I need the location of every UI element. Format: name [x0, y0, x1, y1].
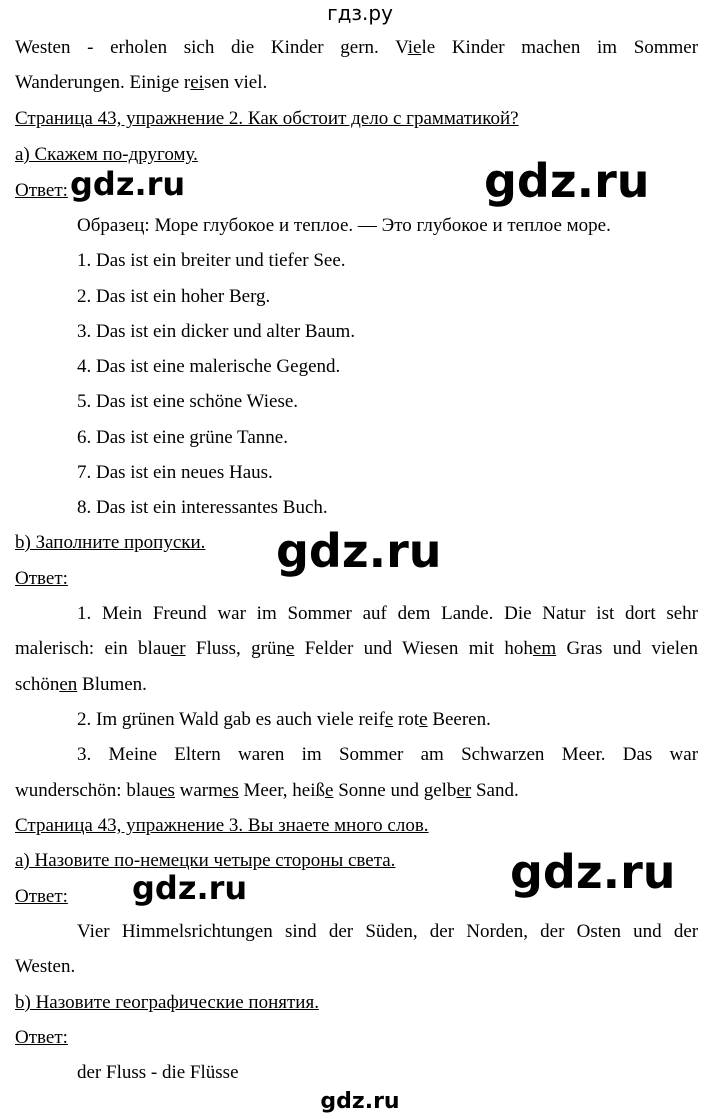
- watermark: gdz.ru: [484, 154, 650, 208]
- text-line: [15, 37, 698, 59]
- watermark: gdz.ru: [132, 869, 248, 907]
- exercise-2a-title: а) Скажем по-другому.: [15, 144, 198, 165]
- exercise-2b-title: b) Заполните пропуски.: [15, 532, 206, 553]
- list-item: 5. Das ist eine schöne Wiese.: [77, 391, 299, 412]
- list-item: der Fluss - die Flüsse: [77, 1062, 239, 1083]
- word: Sommer: [633, 37, 699, 58]
- text-line: 2. Im grünen Wald gab es auch viele reife rote Beeren.: [77, 709, 491, 730]
- exercise-3a-title: а) Назовите по-немецки четыре стороны света.: [15, 850, 396, 871]
- exercise-2-title: Страница 43, упражнение 2. Как обстоит дело с грамматикой?: [15, 108, 519, 129]
- watermark: gdz.ru: [510, 845, 676, 899]
- list-item: 1. Das ist ein breiter und tiefer See.: [77, 250, 346, 271]
- list-item: 8. Das ist ein interessantes Buch.: [77, 497, 328, 518]
- word: Viele: [395, 37, 436, 58]
- answer-label: Ответ:: [15, 180, 68, 201]
- exercise-3-title: Страница 43, упражнение 3. Вы знаете много слов.: [15, 815, 429, 836]
- sample-line: Образец: Море глубокое и теплое. — Это глубокое и теплое море.: [77, 215, 611, 236]
- list-item: 4. Das ist eine malerische Gegend.: [77, 356, 341, 377]
- page-header: гдз.ру: [327, 1, 393, 25]
- text-line: Westen.: [15, 956, 76, 977]
- text-line: Wanderungen. Einige reisen viel.: [15, 72, 268, 93]
- answer-label: Ответ:: [15, 1027, 68, 1048]
- list-item: 3. Das ist ein dicker und alter Baum.: [77, 321, 356, 342]
- answer-label: Ответ:: [15, 568, 68, 589]
- list-item: 2. Das ist ein hoher Berg.: [77, 286, 271, 307]
- word: Kinder: [270, 37, 324, 58]
- word: sich: [183, 37, 215, 58]
- word: -: [87, 37, 94, 58]
- list-item: 6. Das ist eine grüne Tanne.: [77, 427, 288, 448]
- text-line: 3. Meine Eltern waren im Sommer am Schwarzen Meer. Das war: [77, 744, 699, 765]
- word: machen: [521, 37, 581, 58]
- text-line: 1. Mein Freund war im Sommer auf dem Lande. Die Natur ist dort sehr: [77, 603, 699, 624]
- page-footer: gdz.ru: [320, 1089, 400, 1114]
- word: die: [231, 37, 255, 58]
- watermark: gdz.ru: [70, 165, 186, 203]
- text-line: malerisch: ein blauer Fluss, grüne Felder und Wiesen mit hohem Gras und vielen: [15, 638, 698, 659]
- exercise-3b-title: b) Назовите географические понятия.: [15, 992, 319, 1013]
- text-line: Vier Himmelsrichtungen sind der Süden, der Norden, der Osten und der: [77, 921, 699, 942]
- word: gern.: [340, 37, 379, 58]
- text-line: schönen Blumen.: [15, 674, 147, 695]
- text-line: wunderschön: blaues warmes Meer, heiße Sonne und gelber Sand.: [15, 780, 519, 801]
- word: im: [596, 37, 618, 58]
- word: Westen: [15, 37, 71, 58]
- watermark: gdz.ru: [276, 524, 442, 578]
- word: Kinder: [451, 37, 505, 58]
- answer-label: Ответ:: [15, 886, 68, 907]
- list-item: 7. Das ist ein neues Haus.: [77, 462, 273, 483]
- word: erholen: [110, 37, 168, 58]
